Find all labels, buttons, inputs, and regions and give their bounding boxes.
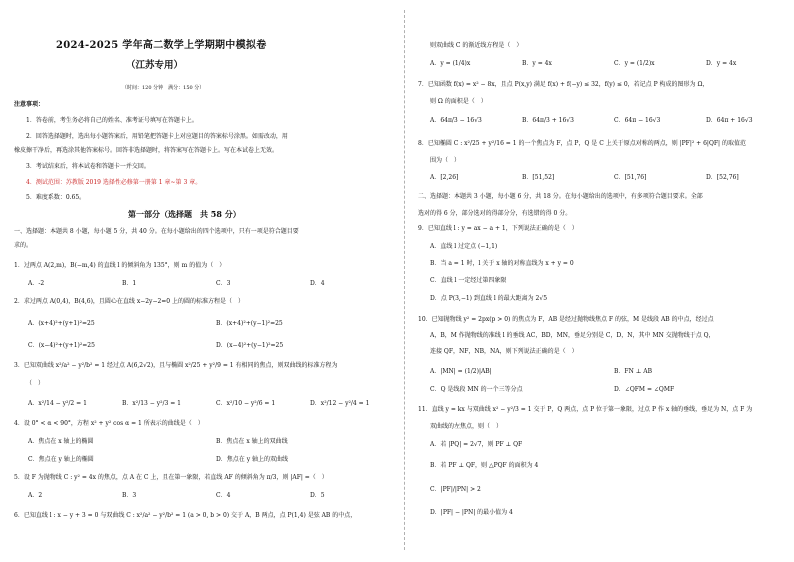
question-6-cont: 则双曲线 C 的渐近线方程是（ ） — [430, 42, 523, 49]
question-10-cont: 连接 QF，NF，NB，NA，则下列说法正确的是（ ） — [430, 348, 578, 355]
option-a: A．|MN| = (1/2)|AB| — [430, 368, 492, 375]
question-7: 7．已知函数 f(x) = x² − 8x，且点 P(x,y) 满足 f(x) + f(−y) ≤ 32，f(y) ≤ 0，若记点 P 构成的图形为 Ω， — [418, 81, 709, 88]
option-a: A．2 — [28, 492, 43, 499]
option-a: A．[2,26] — [430, 174, 459, 181]
option-d: D．5 — [310, 492, 325, 499]
option-b: B．3 — [122, 492, 137, 499]
note-item: 5．难度系数：0.65。 — [26, 194, 86, 201]
column-divider — [404, 10, 405, 550]
note-item: 橡皮擦干净后，再选涂其他答案标号。回答非选择题时，将答案写在答题卡上。写在本试卷上无效。 — [14, 147, 279, 154]
option-a: A．若 |PQ| = 2√7，则 PF ⊥ QF — [430, 441, 523, 448]
part1-title: 第一部分（选择题 共 58 分） — [128, 209, 241, 219]
note-item: 2．回答选择题时，选出每小题答案后，用铅笔把答题卡上对应题目的答案标号涂黑。如需改动，用 — [26, 133, 288, 140]
option-d: D．x²/12 − y²/4 = 1 — [310, 400, 370, 407]
exam-title: 2024-2025 学年高二数学上学期期中模拟卷 — [56, 40, 267, 51]
part2-intro: 二、选择题：本题共 3 小题，每小题 6 分，共 18 分。在每小题给出的选项中，有多项符合题目要求。全部 — [418, 193, 703, 200]
option-c: C．x²/10 − y²/6 = 1 — [216, 400, 276, 407]
option-c: C．焦点在 y 轴上的椭圆 — [28, 456, 94, 463]
question-8-cont: 围为（ ） — [430, 157, 461, 164]
option-d: D．y = 4x — [706, 60, 737, 67]
option-a: A．64π/3 − 16√3 — [430, 117, 482, 124]
option-a: A．x²/14 − y²/2 = 1 — [28, 400, 87, 407]
note-item: 3．考试结束后，将本试卷和答题卡一并交回。 — [26, 163, 150, 170]
option-a: A．y = (1/4)x — [430, 60, 471, 67]
question-10-cont: A，B，M 作抛物线的准线 l 的垂线 AC，BD，MN，垂足分别是 C，D，N，其中 MN 交抛物线于点 Q， — [430, 332, 715, 339]
option-d: D．[52,76] — [706, 174, 739, 181]
option-b: B．y = 4x — [522, 60, 552, 67]
option-d: D．4 — [310, 280, 325, 287]
question-9: 9．已知直线 l : y = ax − a + 1，下列说法正确的是（ ） — [418, 225, 578, 232]
option-c: C．64π − 16√3 — [614, 117, 661, 124]
option-b: B．1 — [122, 280, 137, 287]
question-4: 4．设 0° < α < 90°，方程 x² + y² cos α = 1 所表示的曲线是（ ） — [14, 420, 204, 427]
part1-intro: 求的。 — [14, 242, 33, 249]
option-c: C．|PF|/|PN| > 2 — [430, 486, 481, 493]
option-a: A．(x+4)²+(y+1)²=25 — [28, 320, 95, 327]
option-a: A．直线 l 过定点 (−1,1) — [430, 243, 498, 250]
option-d: D．64π + 16√3 — [706, 117, 753, 124]
option-d: D．(x−4)²+(y−1)²=25 — [216, 342, 284, 349]
question-6: 6．已知直线 l : x − y + 3 = 0 与双曲线 C : x²/a² − y²/b² = 1 (a > 0, b > 0) 交于 A，B 两点，点 P(1,4) 是弦 AB 的中点， — [14, 512, 357, 519]
option-b: B．64π/3 + 16√3 — [522, 117, 574, 124]
option-c: C．4 — [216, 492, 231, 499]
option-b: B．[51,52] — [522, 174, 555, 181]
note-item: 1．答卷前，考生务必将自己的姓名、准考证号填写在答题卡上。 — [26, 117, 198, 124]
option-b: B．FN ⊥ AB — [614, 368, 653, 375]
question-1: 1．过两点 A(2,m)，B(−m,4) 的直线 l 的倾斜角为 135°，则 m 的值为（ ） — [14, 262, 226, 269]
option-b: B．焦点在 x 轴上的双曲线 — [216, 438, 288, 445]
option-d: D．|PF| − |PN| 的最小值为 4 — [430, 509, 513, 516]
option-c: C．直线 l 一定经过第四象限 — [430, 277, 507, 284]
option-c: C．Q 是线段 MN 的一个三等分点 — [430, 386, 523, 393]
question-7-cont: 则 Ω 的面积是（ ） — [430, 98, 487, 105]
question-11: 11．直线 y = kx 与双曲线 x² − y²/3 = 1 交于 P，Q 两点，点 P 位于第一象限，过点 P 作 x 轴的垂线，垂足为 N，点 F 为 — [418, 406, 753, 413]
option-c: C．[51,76] — [614, 174, 647, 181]
option-b: B．x²/13 − y²/3 = 1 — [122, 400, 181, 407]
notes-heading: 注意事项： — [14, 101, 45, 108]
question-8: 8．已知椭圆 C : x²/25 + y²/16 = 1 的一个焦点为 F，点 P，Q 是 C 上关于原点对称的两点，则 |PF|² + 6|QF| 的取值范 — [418, 140, 746, 147]
question-3-blank: （ ） — [26, 380, 45, 387]
option-c: C．(x−4)²+(y+1)²=25 — [28, 342, 95, 349]
question-5: 5．设 F 为抛物线 C : y² = 4x 的焦点，点 A 在 C 上，且在第一象限，若直线 AF 的倾斜角为 π/3，则 |AF| =（ ） — [14, 474, 328, 481]
question-2: 2．求过两点 A(0,4)，B(4,6)，且圆心在直线 x−2y−2=0 上的圆的标准方程是（ ） — [14, 298, 245, 305]
option-d: D．∠QFM = ∠QMF — [614, 386, 675, 393]
option-d: D．点 P(3,−1) 到直线 l 的最大距离为 2√5 — [430, 295, 548, 302]
exam-meta: （时间：120 分钟 满分：150 分） — [122, 85, 205, 91]
note-item-scope: 4．测试范围：苏教版 2019 选择性必修第一册第 1 章~第 3 章。 — [26, 179, 202, 186]
option-c: C．3 — [216, 280, 231, 287]
question-10: 10．已知抛物线 y² = 2px(p > 0) 的焦点为 F，AB 是经过抛物线焦点 F 的弦，M 是线段 AB 的中点，经过点 — [418, 316, 714, 323]
part1-intro: 一、选择题：本题共 8 小题，每小题 5 分，共 40 分。在每小题给出的四个选项中，只有一项是符合题目要 — [14, 228, 299, 235]
option-b: B．(x+4)²+(y−1)²=25 — [216, 320, 283, 327]
option-d: D．焦点在 y 轴上的双曲线 — [216, 456, 289, 463]
option-b: B．若 PF ⊥ QF，则 △PQF 的面积为 4 — [430, 462, 539, 469]
option-c: C．y = (1/2)x — [614, 60, 655, 67]
question-11-cont: 双曲线的左焦点，则（ ） — [430, 423, 503, 430]
exam-subtitle: （江苏专用） — [126, 60, 184, 71]
question-3: 3．已知双曲线 x²/a² − y²/b² = 1 经过点 A(6,2√2)，且与椭圆 x²/25 + y²/9 = 1 有相同的焦点，则双曲线的标准方程为 — [14, 362, 338, 369]
option-a: A．焦点在 x 轴上的椭圆 — [28, 438, 94, 445]
option-a: A．-2 — [28, 280, 45, 287]
option-b: B．当 a = 1 时，l 关于 x 轴的对称直线为 x + y = 0 — [430, 260, 574, 267]
part2-intro: 选对的得 6 分，部分选对的得部分分，有选错的得 0 分。 — [418, 210, 572, 217]
